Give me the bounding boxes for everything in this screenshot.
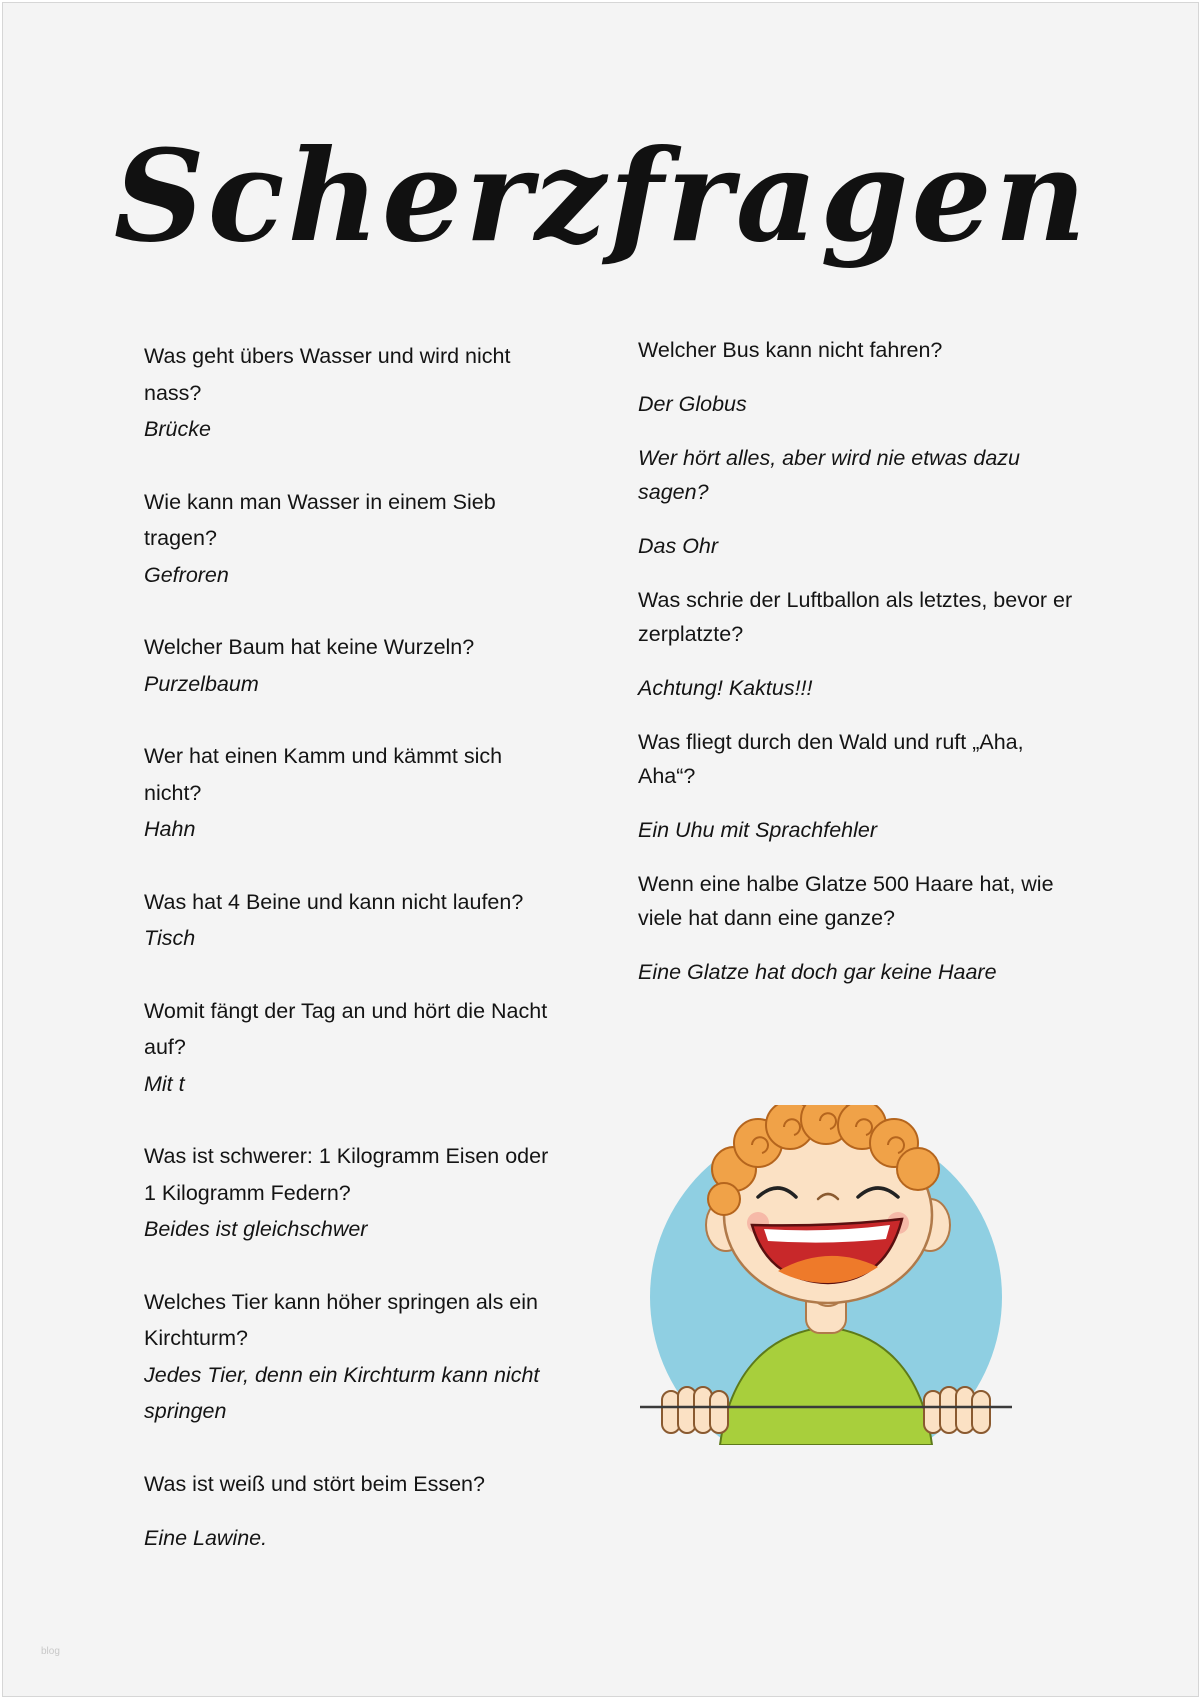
left-hand bbox=[662, 1387, 728, 1433]
right-answer-text: Der Globus bbox=[638, 392, 747, 416]
right-question-text: Wenn eine halbe Glatze 500 Haare hat, wie viele hat dann eine ganze? bbox=[638, 872, 1054, 930]
riddle-question: Welches Tier kann höher springen als ein Kirchturm? bbox=[144, 1289, 538, 1350]
riddle-answer: Gefroren bbox=[144, 562, 229, 587]
right-question-text: Wer hört alles, aber wird nie etwas dazu sagen? bbox=[638, 446, 1021, 504]
left-column bbox=[144, 338, 564, 1557]
riddle-item bbox=[144, 1138, 564, 1248]
riddle-question: Was geht übers Wasser und wird nicht nass? bbox=[144, 344, 511, 405]
riddle-answer: Beides ist gleichschwer bbox=[144, 1217, 368, 1241]
riddle-item bbox=[144, 993, 564, 1103]
right-answer-text: Eine Glatze hat doch gar keine Haare bbox=[638, 960, 997, 984]
riddle-question: Wer hat einen Kamm und kämmt sich nicht? bbox=[144, 744, 503, 805]
riddle-question: Womit fängt der Tag an und hört die Nacht auf? bbox=[144, 998, 548, 1059]
riddle-item bbox=[144, 629, 564, 702]
watermark-text: blog bbox=[41, 1646, 60, 1657]
riddle-item bbox=[144, 1284, 564, 1430]
riddle-answer: Mit t bbox=[144, 1071, 185, 1096]
right-question-text: Was fliegt durch den Wald und ruft „Aha, Aha“? bbox=[638, 730, 1024, 788]
right-column bbox=[638, 333, 1078, 1009]
riddle-answer: Brücke bbox=[144, 417, 211, 441]
riddle-question: Was ist schwerer: 1 Kilogramm Eisen oder 1 Kilogramm Federn? bbox=[144, 1144, 549, 1205]
worksheet-page bbox=[2, 2, 1199, 1697]
riddle-item bbox=[144, 884, 564, 957]
right-question-text: Was schrie der Luftballon als letztes, bevor er zerplatzte? bbox=[638, 588, 1073, 646]
riddle-answer: Jedes Tier, denn ein Kirchturm kann nicht springen bbox=[144, 1362, 540, 1423]
riddle-item bbox=[144, 484, 564, 594]
laughing-boy-illustration bbox=[640, 1105, 1012, 1445]
riddle-answer: Hahn bbox=[144, 817, 196, 841]
riddle-item bbox=[144, 338, 564, 448]
riddle-item bbox=[144, 738, 564, 848]
right-answer-text: Das Ohr bbox=[638, 534, 719, 558]
right-answer-text: Achtung! Kaktus!!! bbox=[638, 676, 813, 700]
riddle-question: Wie kann man Wasser in einem Sieb tragen? bbox=[144, 489, 496, 550]
riddle-item bbox=[144, 1466, 564, 1557]
riddle-question: Welcher Baum hat keine Wurzeln? bbox=[144, 635, 475, 659]
right-hand bbox=[924, 1387, 990, 1433]
right-answer-text: Ein Uhu mit Sprachfehler bbox=[638, 818, 877, 842]
page-title: Scherzfragen bbox=[113, 122, 1090, 270]
riddle-question: Was ist weiß und stört beim Essen? bbox=[144, 1471, 485, 1496]
riddle-answer: Purzelbaum bbox=[144, 671, 259, 696]
riddle-answer: Tisch bbox=[144, 926, 196, 950]
riddle-question: Was hat 4 Beine und kann nicht laufen? bbox=[144, 889, 524, 914]
right-question-text: Welcher Bus kann nicht fahren? bbox=[638, 338, 943, 362]
riddle-answer: Eine Lawine. bbox=[144, 1526, 268, 1550]
